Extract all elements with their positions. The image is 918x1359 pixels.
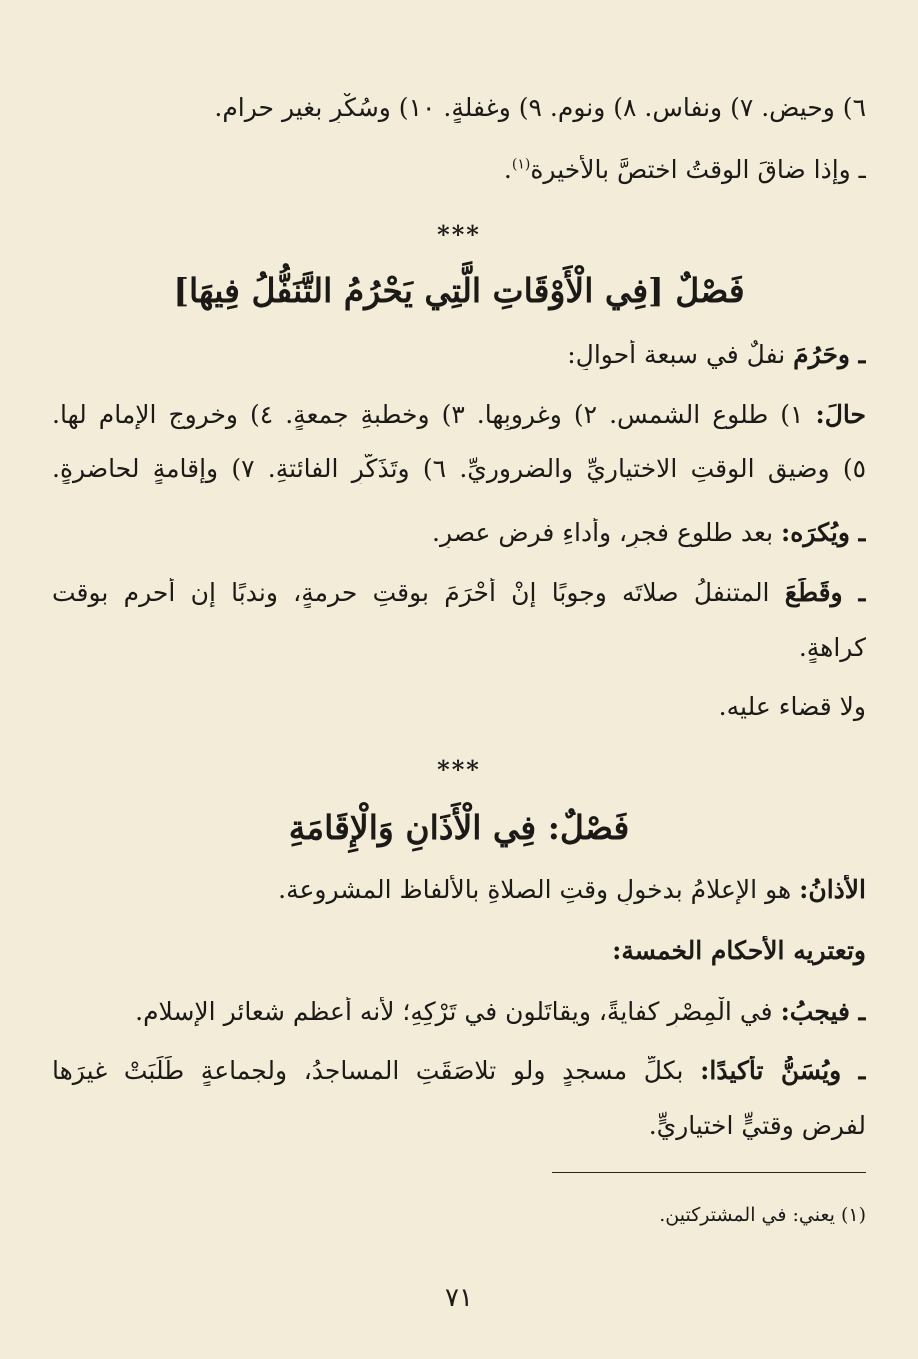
- text-segment: هو الإعلامُ بدخولِ وقتِ الصلاةِ بالألفاظ المشروعة.: [278, 875, 800, 904]
- text-segment: في الْمِصْرِ كفايةً، ويقاتَلون في تَرْكِهِ؛ لأنه أعظم شعائر الإسلام.: [135, 997, 781, 1026]
- text-line-3: [52, 340, 866, 370]
- text-segment: بعد طلوعِ فجرٍ، وأداءِ فرضِ عصرٍ.: [432, 518, 781, 547]
- bold-term: الأذانُ:: [799, 875, 866, 904]
- text-segment: نفلٌ في سبعة أحوالٍ:: [567, 340, 794, 369]
- heading-label: فَصْلٌ: [675, 271, 745, 310]
- text-line-14: لفرضٍ وقتيٍّ اختياريٍّ.: [648, 1111, 866, 1140]
- bold-term: حالَ:: [815, 400, 866, 429]
- text-segment: .: [503, 155, 512, 184]
- bold-term: ـ وقَطَعَ: [784, 578, 866, 607]
- bold-term: ـ وحَرُمَ: [793, 340, 866, 369]
- text-line-6: [52, 518, 866, 548]
- text-line-12: [52, 997, 866, 1027]
- text-line-7: [52, 578, 866, 608]
- text-segment: بكلِّ مسجدٍ ولو تلاصَقَتِ المساجدُ، ولجماعةٍ طَلَبَتْ غيرَها: [52, 1056, 701, 1085]
- section-heading-2: فَصْلٌ: فِي الْأَذَانِ وَالْإِقَامَةِ: [288, 808, 630, 847]
- text-segment: ـ وإذا ضاقَ الوقتُ اختصَّ بالأخيرة: [530, 155, 866, 184]
- text-line-13: [52, 1056, 866, 1086]
- section-heading-1: [0, 271, 918, 311]
- section-separator: ***: [437, 755, 481, 784]
- page-number: ٧١: [445, 1283, 473, 1313]
- bold-term: ـ ويُسَنُّ تأكيدًا:: [700, 1056, 866, 1085]
- footnote-ref[interactable]: (١): [511, 156, 531, 173]
- text-line-10: [52, 875, 866, 905]
- text-line-11: وتعتريه الأحكام الخمسة:: [612, 936, 866, 965]
- bold-term: ـ ويُكرَه:: [781, 518, 866, 547]
- heading-title: [فِي الْأَوْقَاتِ الَّتِي يَحْرُمُ التَّنَفُّلُ فِيهَا]: [173, 271, 664, 310]
- text-segment: المتنفلُ صلاتَه وجوبًا إنْ أَحْرَمَ بوقتِ حرمةٍ، وندبًا إن أحرم بوقت: [52, 578, 785, 607]
- text-line-5: ٥) وضيقِ الوقتِ الاختياريِّ والضروريِّ. ٦) وتَذَكُّرِ الفائتةِ. ٧) وإقامةٍ لحاضرةٍ.: [52, 454, 866, 483]
- text-line-1: ٦) وحيضٍ. ٧) ونفاسٍ. ٨) ونومٍ. ٩) وغفلةٍ. ١٠) وسُكْرٍ بغير حرامٍ.: [214, 93, 866, 122]
- section-separator: ***: [437, 220, 481, 249]
- text-segment: ١) طلوعِ الشمس. ٢) وغروبِها. ٣) وخطبةِ جمعةٍ. ٤) وخروجِ الإمامِ لها.: [52, 400, 816, 429]
- text-line-9: ولا قضاء عليه.: [718, 692, 866, 721]
- text-line-2: [52, 155, 866, 185]
- footnote-divider: [552, 1172, 866, 1173]
- text-line-4: [52, 400, 866, 430]
- text-line-8: كراهةٍ.: [798, 633, 866, 662]
- footnote: (١) يعني: في المشتركتين.: [659, 1204, 866, 1226]
- bold-term: ـ فيجبُ:: [780, 997, 866, 1026]
